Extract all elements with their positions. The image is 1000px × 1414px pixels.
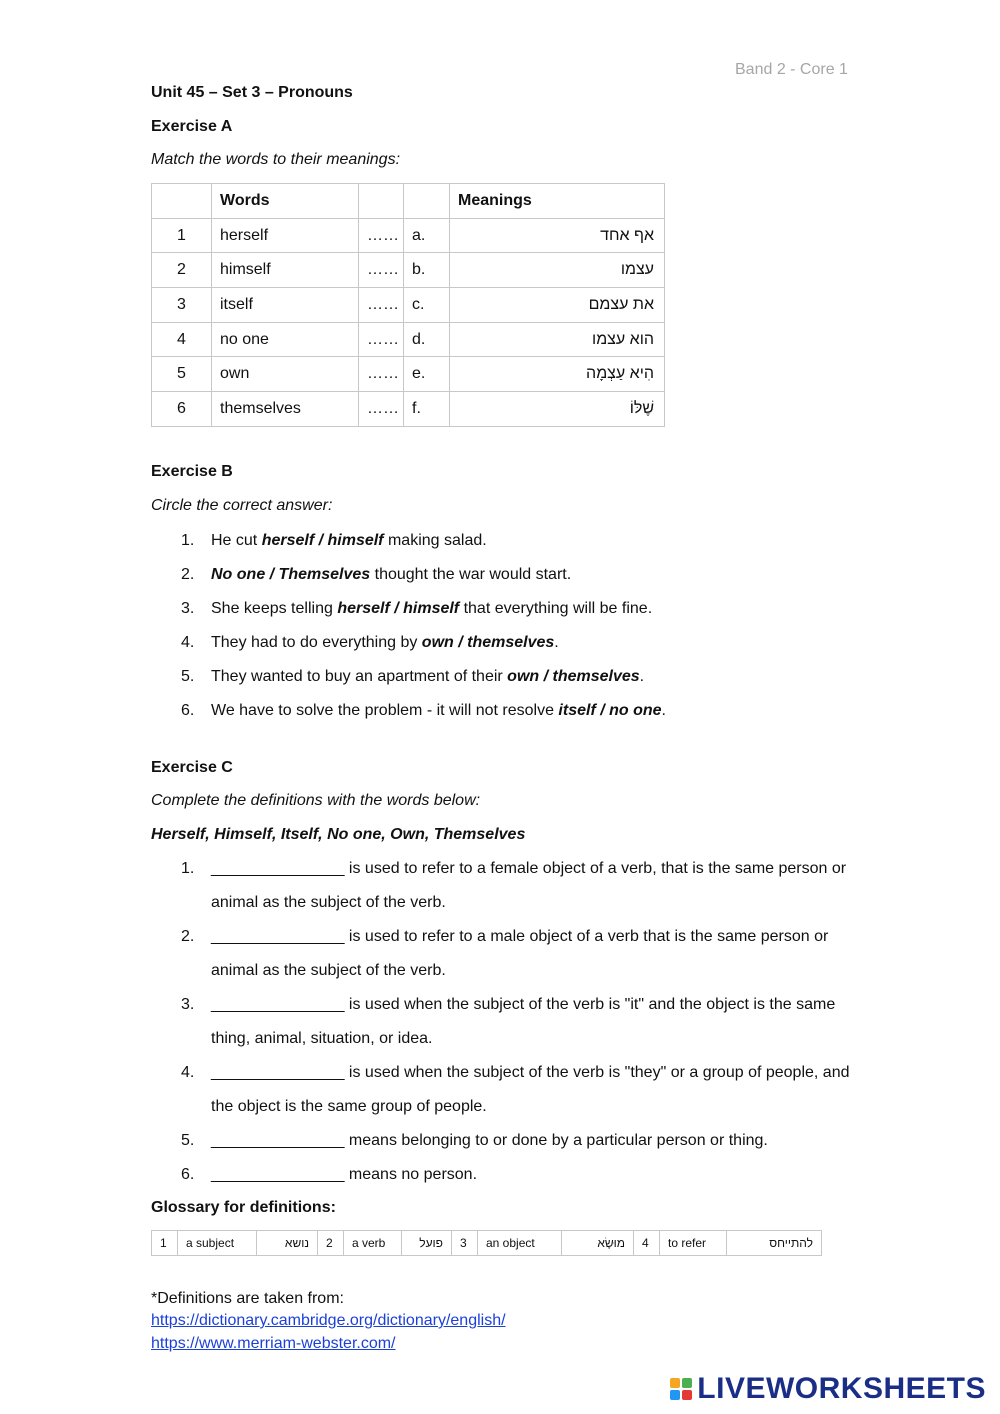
item-text-before: He cut <box>211 532 262 549</box>
glossary-num: 2 <box>318 1231 344 1256</box>
glossary-term: to refer <box>660 1231 727 1256</box>
logo-square <box>682 1378 692 1388</box>
glossary-hebrew: פועל <box>402 1231 452 1256</box>
list-item <box>151 598 871 632</box>
row-word: itself <box>212 288 359 323</box>
glossary-num: 3 <box>452 1231 478 1256</box>
exercise-c-list <box>151 852 991 1192</box>
item-text-after: making salad. <box>383 532 487 549</box>
glossary-table <box>151 1230 822 1256</box>
glossary-term: an object <box>478 1231 562 1256</box>
header-words: Words <box>212 184 359 219</box>
row-meaning: שֶׁלּוֹ <box>450 392 665 427</box>
exercise-c-heading: Exercise C <box>151 759 233 776</box>
logo-square <box>670 1390 680 1400</box>
list-item <box>151 530 871 564</box>
logo-square <box>682 1390 692 1400</box>
table-header-row <box>152 184 665 219</box>
row-word: themselves <box>212 392 359 427</box>
exercise-a-instruction: Match the words to their meanings: <box>151 151 401 168</box>
item-number: 4. <box>181 634 195 651</box>
row-answer-blank[interactable]: …… <box>359 253 404 288</box>
source-link-cambridge[interactable]: https://dictionary.cambridge.org/dictionary/english/ <box>151 1312 506 1329</box>
glossary-hebrew: נושא <box>257 1231 318 1256</box>
row-letter: b. <box>404 253 450 288</box>
word-bank: Herself, Himself, Itself, No one, Own, Themselves <box>151 826 526 843</box>
item-number: 1. <box>181 860 195 877</box>
row-meaning: הִיא עַצְמָה <box>450 357 665 392</box>
row-number: 5 <box>152 357 212 392</box>
item-number: 2. <box>181 566 195 583</box>
list-item <box>151 1158 991 1192</box>
row-number: 3 <box>152 288 212 323</box>
glossary-term: a verb <box>344 1231 402 1256</box>
row-meaning: עצמו <box>450 253 665 288</box>
definition-text: is used to refer to a female object of a verb, that is the same person or animal as the subject of the verb. <box>211 860 847 911</box>
definition-text: means belonging to or done by a particular person or thing. <box>344 1132 768 1149</box>
item-number: 5. <box>181 1132 195 1149</box>
answer-choice[interactable]: itself / no one <box>558 702 662 719</box>
item-number: 6. <box>181 702 195 719</box>
row-word: himself <box>212 253 359 288</box>
definition-text: is used when the subject of the verb is "it" and the object is the same thing, animal, situation, or idea. <box>211 996 836 1047</box>
answer-choice[interactable]: herself / himself <box>337 600 460 617</box>
list-item <box>151 920 991 988</box>
table-row <box>152 218 665 253</box>
table-row <box>152 357 665 392</box>
logo-square <box>670 1378 680 1388</box>
liveworksheets-logo <box>670 1372 986 1406</box>
item-text-before: We have to solve the problem - it will not resolve <box>211 702 559 719</box>
glossary-num: 4 <box>634 1231 660 1256</box>
item-number: 3. <box>181 600 195 617</box>
answer-blank[interactable]: _______________ <box>211 1166 345 1183</box>
answer-blank[interactable]: _______________ <box>211 928 345 945</box>
row-answer-blank[interactable]: …… <box>359 392 404 427</box>
answer-blank[interactable]: _______________ <box>211 996 345 1013</box>
list-item <box>151 852 991 920</box>
logo-text: LIVEWORKSHEETS <box>697 1372 986 1405</box>
matching-table <box>151 183 665 427</box>
glossary-row <box>152 1231 822 1256</box>
header-empty-num <box>152 184 212 219</box>
list-item <box>151 666 871 700</box>
list-item <box>151 700 871 734</box>
logo-mark-icon <box>670 1378 692 1400</box>
page-title: Unit 45 – Set 3 – Pronouns <box>151 84 353 101</box>
item-text-after: that everything will be fine. <box>459 600 653 617</box>
row-number: 6 <box>152 392 212 427</box>
row-letter: d. <box>404 322 450 357</box>
header-meanings: Meanings <box>450 184 665 219</box>
item-text-before: They wanted to buy an apartment of their <box>211 668 508 685</box>
item-text-after: . <box>639 668 645 685</box>
item-number: 4. <box>181 1064 195 1081</box>
glossary-num: 1 <box>152 1231 178 1256</box>
answer-choice[interactable]: own / themselves <box>507 668 640 685</box>
source-link-merriam-webster[interactable]: https://www.merriam-webster.com/ <box>151 1335 396 1352</box>
answer-blank[interactable]: _______________ <box>211 1132 345 1149</box>
item-text-after: . <box>554 634 559 651</box>
row-number: 2 <box>152 253 212 288</box>
item-number: 3. <box>181 996 195 1013</box>
list-item <box>151 564 871 598</box>
row-word: herself <box>212 218 359 253</box>
row-letter: c. <box>404 288 450 323</box>
header-empty-blank <box>359 184 404 219</box>
item-text-before: She keeps telling <box>211 600 338 617</box>
list-item <box>151 632 871 666</box>
answer-blank[interactable]: _______________ <box>211 860 345 877</box>
table-row <box>152 253 665 288</box>
item-number: 5. <box>181 668 195 685</box>
row-answer-blank[interactable]: …… <box>359 288 404 323</box>
definition-text: is used to refer to a male object of a verb that is the same person or animal as the subject of the verb. <box>211 928 829 979</box>
item-text-before: They had to do everything by <box>211 634 422 651</box>
answer-choice[interactable]: herself / himself <box>261 532 384 549</box>
row-letter: f. <box>404 392 450 427</box>
item-number: 2. <box>181 928 195 945</box>
answer-choice[interactable]: No one / Themselves <box>211 566 371 583</box>
exercise-b-heading: Exercise B <box>151 463 233 480</box>
definition-text: means no person. <box>344 1166 478 1183</box>
table-row <box>152 322 665 357</box>
item-number: 1. <box>181 532 195 549</box>
item-text-after: . <box>661 702 666 719</box>
item-number: 6. <box>181 1166 195 1183</box>
exercise-b-instruction: Circle the correct answer: <box>151 497 333 514</box>
list-item <box>151 1056 991 1124</box>
exercise-c-instruction: Complete the definitions with the words below: <box>151 792 481 809</box>
row-letter: e. <box>404 357 450 392</box>
row-answer-blank[interactable]: …… <box>359 218 404 253</box>
glossary-hebrew: להתייחס <box>727 1231 822 1256</box>
table-row <box>152 392 665 427</box>
glossary-heading: Glossary for definitions: <box>151 1199 336 1216</box>
answer-choice[interactable]: own / themselves <box>421 634 555 651</box>
row-meaning: הוא עצמו <box>450 322 665 357</box>
table-row <box>152 288 665 323</box>
sources-note: *Definitions are taken from: <box>151 1290 344 1307</box>
exercise-a-heading: Exercise A <box>151 118 233 135</box>
answer-blank[interactable]: _______________ <box>211 1064 345 1081</box>
list-item <box>151 1124 991 1158</box>
row-meaning: אף אחד <box>450 218 665 253</box>
row-word: no one <box>212 322 359 357</box>
band-label: Band 2 - Core 1 <box>735 61 848 78</box>
list-item <box>151 988 991 1056</box>
row-answer-blank[interactable]: …… <box>359 357 404 392</box>
header-empty-letter <box>404 184 450 219</box>
glossary-hebrew: מוּשָׂא <box>562 1231 634 1256</box>
exercise-b-list <box>151 530 871 734</box>
row-number: 1 <box>152 218 212 253</box>
glossary-term: a subject <box>178 1231 257 1256</box>
row-number: 4 <box>152 322 212 357</box>
row-meaning: את עצמם <box>450 288 665 323</box>
item-text-after: thought the war would start. <box>370 566 572 583</box>
row-word: own <box>212 357 359 392</box>
row-letter: a. <box>404 218 450 253</box>
definition-text: is used when the subject of the verb is "they" or a group of people, and the object is the same group of people. <box>211 1064 850 1115</box>
row-answer-blank[interactable]: …… <box>359 322 404 357</box>
